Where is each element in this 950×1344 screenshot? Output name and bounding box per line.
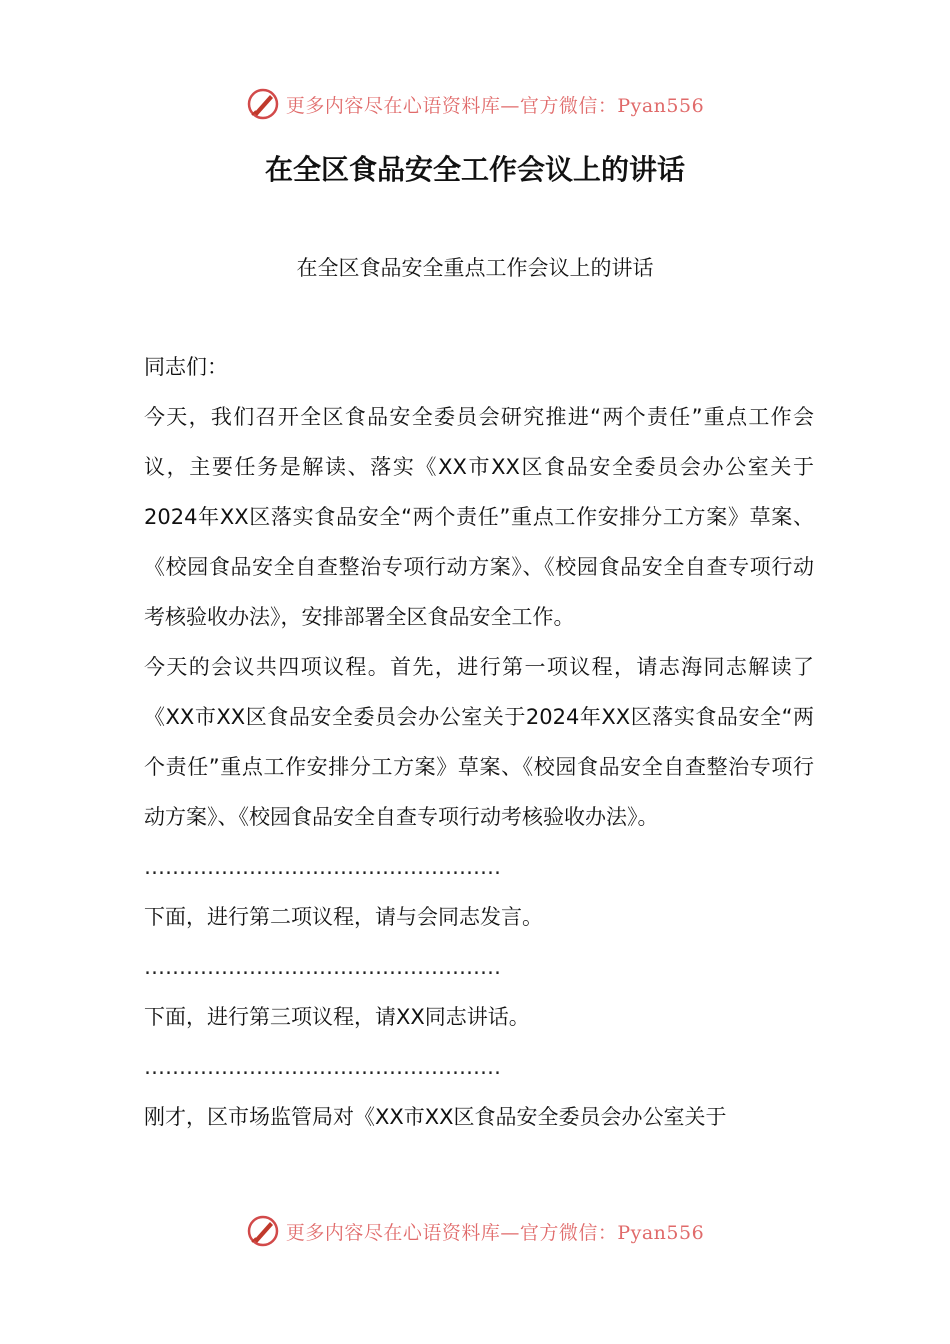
document-subtitle: 在全区食品安全重点工作会议上的讲话 (296, 256, 654, 280)
ellipsis-separator: …………………………………………… (144, 1055, 501, 1079)
quill-logo-icon (246, 1214, 280, 1248)
paragraph: 下面，进行第三项议程，请XX同志讲话。 (144, 1005, 530, 1029)
ellipsis-separator: …………………………………………… (144, 855, 501, 879)
paragraph: 刚才，区市场监管局对《XX市XX区食品安全委员会办公室关于 (144, 1105, 727, 1129)
paragraph-greeting: 同志们： (144, 355, 228, 379)
watermark-banner-bottom (0, 1211, 950, 1251)
paragraph: 今天的会议共四项议程。首先，进行第一项议程，请志海同志解读了《XX市XX区食品安全委员会办公室关于2024年XX区落实食品安全“两个责任”重点工作安排分工方案》草案、《校园食品安全自查整治专项行动方案》、《校园食品安全自查专项行动考核验收办法》。 (144, 655, 814, 829)
document-title: 在全区食品安全工作会议上的讲话 (264, 153, 685, 186)
watermark-banner-top (0, 84, 950, 124)
watermark-text: 更多内容尽在心语资料库—官方微信：Pyan556 (285, 94, 705, 117)
paragraph: 下面，进行第二项议程，请与会同志发言。 (144, 905, 543, 929)
watermark-text: 更多内容尽在心语资料库—官方微信：Pyan556 (285, 1221, 705, 1244)
quill-logo-icon (246, 87, 280, 121)
paragraph: 今天，我们召开全区食品安全委员会研究推进“两个责任”重点工作会议，主要任务是解读、落实《XX市XX区食品安全委员会办公室关于2024年XX区落实食品安全“两个责任”重点工作安排分工方案》草案、《校园食品安全自查整治专项行动方案》、《校园食品安全自查专项行动考核验收办法》，安排部署全区食品安全工作。 (144, 405, 814, 629)
document-body (144, 342, 814, 1142)
ellipsis-separator: …………………………………………… (144, 955, 501, 979)
